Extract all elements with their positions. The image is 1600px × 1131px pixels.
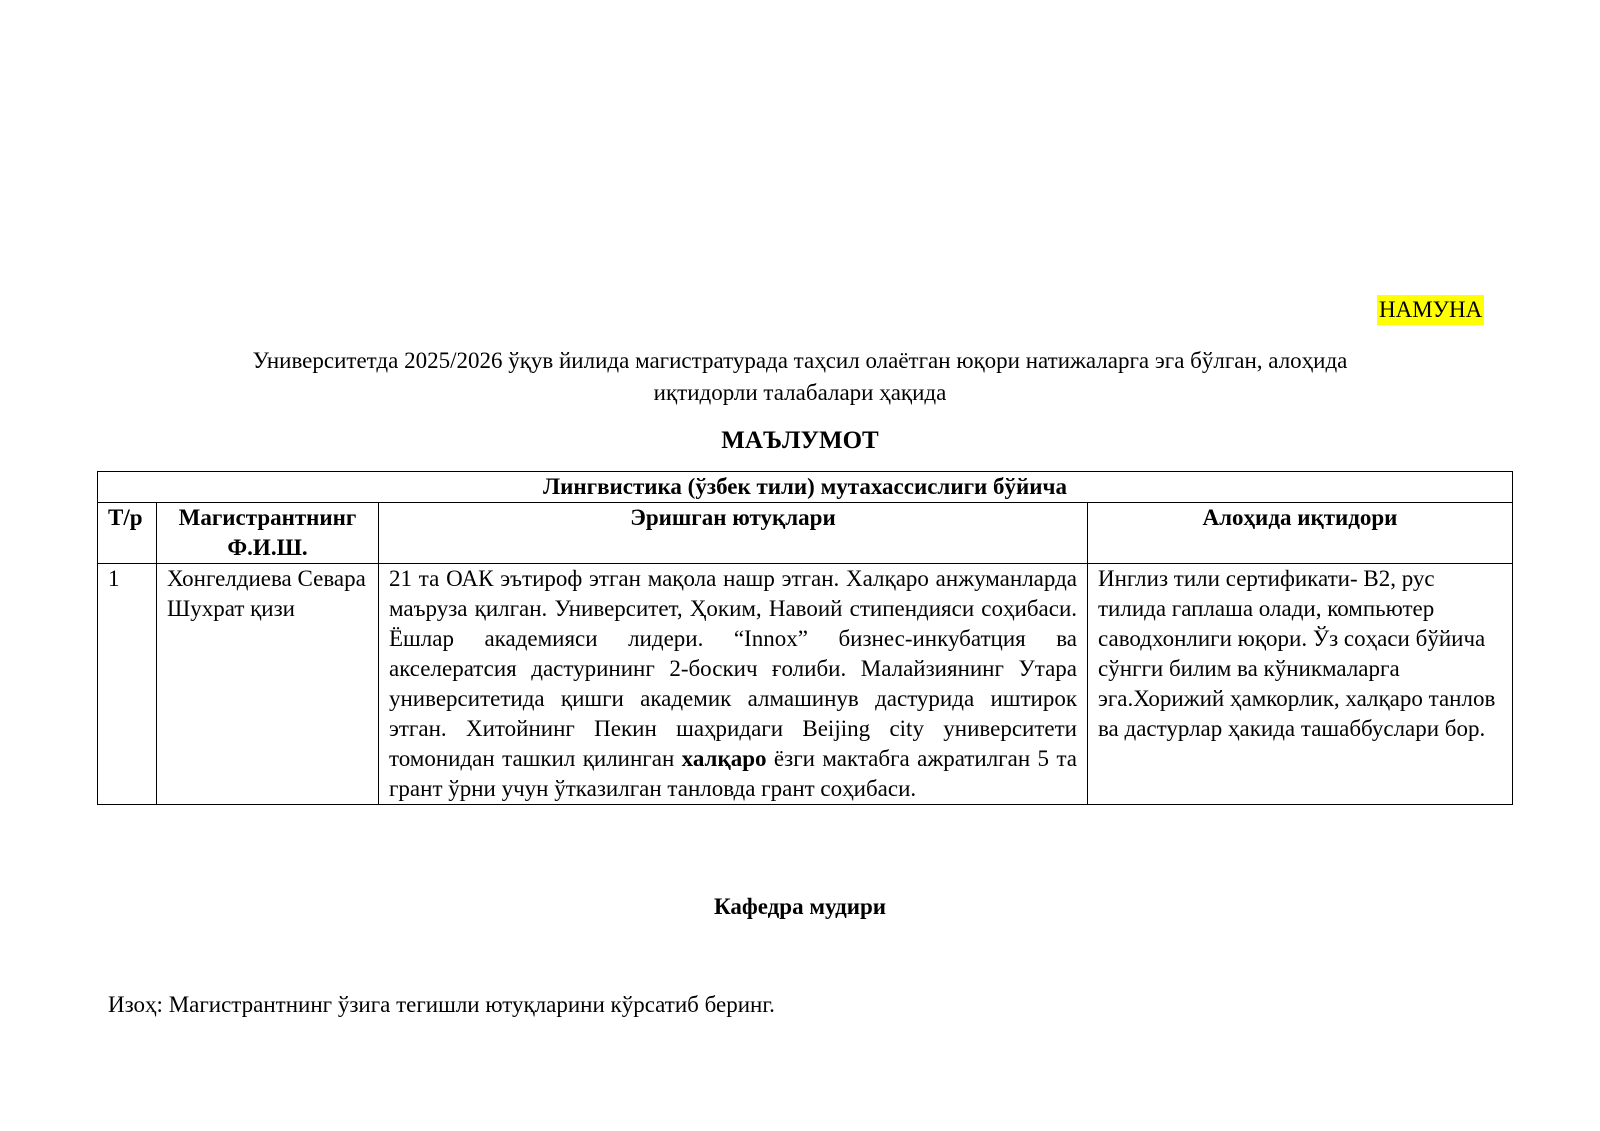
- header-achievements: Эришган ютуқлари: [379, 503, 1088, 564]
- row-name: Хонгелдиева Севара Шухрат қизи: [157, 564, 379, 805]
- footnote: Изоҳ: Магистрантнинг ўзига тегишли ютуқларини кўрсатиб беринг.: [108, 992, 775, 1017]
- row-num: 1: [98, 564, 157, 805]
- achievements-text-2: ёзги мактабга ажратилган 5 та грант ўрни учун ўтказилган танловда грант соҳибаси.: [389, 746, 1077, 801]
- row-talent: Инглиз тили сертификати- В2, рус тилида гаплаша олади, компьютер саводхонлиги юқори. Ўз соҳаси бўйича сўнгги билим ва кўникмаларга эга.Хорижий ҳамкорлик, халқаро танлов ва дастурлар ҳакида ташаббуслари бор.: [1088, 564, 1513, 805]
- header-num: Т/р: [98, 503, 157, 564]
- intro-line-2: иқтидорли талабалари ҳақида: [653, 380, 947, 405]
- specialty-title: Лингвистика (ўзбек тили) мутахассислиги бўйича: [98, 472, 1513, 503]
- sample-stamp: НАМУНА: [1377, 295, 1484, 325]
- document-heading: МАЪЛУМОТ: [721, 427, 879, 454]
- specialty-row: [98, 472, 1513, 503]
- row-achievements: [379, 564, 1088, 805]
- header-talent: Алоҳида иқтидори: [1088, 503, 1513, 564]
- signature-label: Кафедра мудири: [713, 894, 887, 919]
- achievements-bold: халқаро: [681, 746, 767, 771]
- intro-line-1: Университетда 2025/2026 ўқув йилида магистратурада таҳсил олаётган юқори натижаларга эга бўлган, алоҳида: [252, 348, 1348, 373]
- table-header-row: [98, 503, 1513, 564]
- achievements-table: [97, 471, 1513, 805]
- document-intro: [100, 345, 1500, 409]
- table-row: [98, 564, 1513, 805]
- header-name: Магистрантнинг Ф.И.Ш.: [157, 503, 379, 564]
- achievements-text-1: 21 та ОАК эътироф этган мақола нашр этган. Халқаро анжуманларда маъруза қилган. Университет, Ҳоким, Навоий стипендияси соҳибаси. Ёшлар академияси лидери. “Innox” бизнес-инкубатция ва акселератсия дастурининг 2-боскич ғолиби. Малайзиянинг Утара университетида қишги академик алмашинув дастурида иштирок этган. Хитойнинг Пекин шаҳридаги Beijing city университети томонидан ташкил қилинган: [389, 566, 1077, 771]
